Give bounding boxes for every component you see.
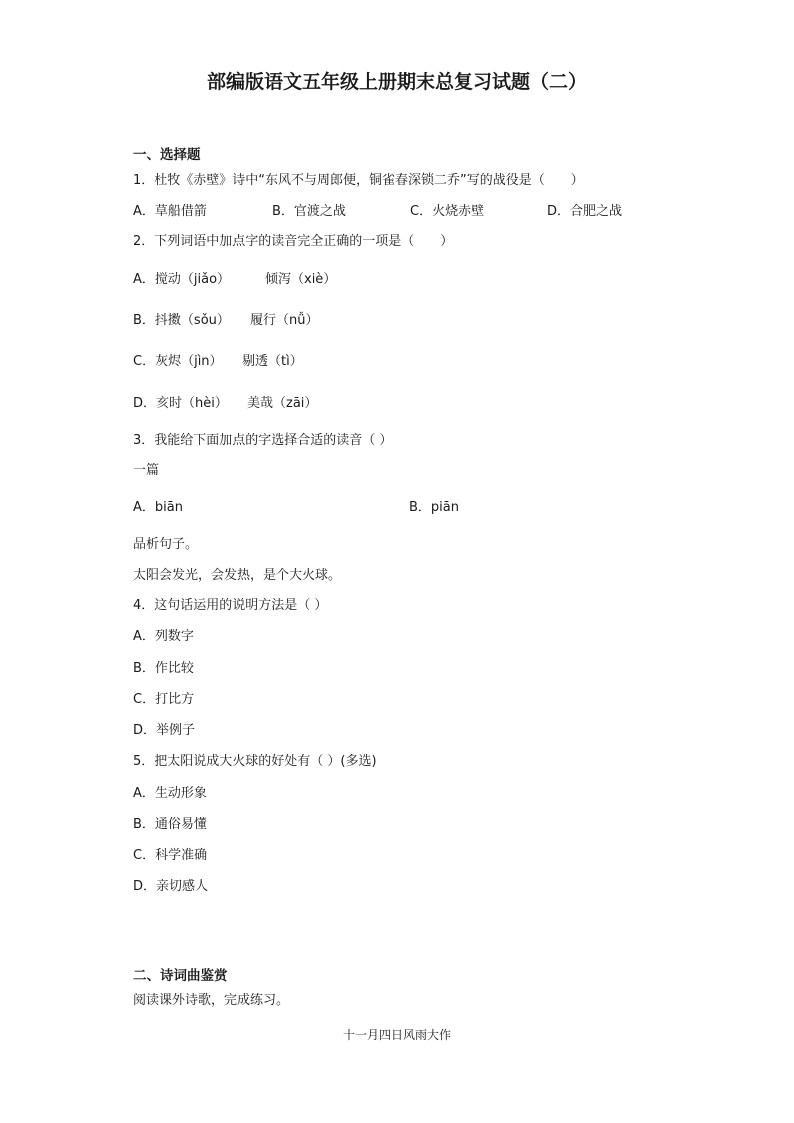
q2-option-d-word1: D．亥时（hèi） [133, 396, 228, 411]
q4-option-b: B．作比较 [133, 661, 194, 676]
q3-option-b: B．piān [409, 500, 459, 515]
question-5-stem: 5．把太阳说成大火球的好处有（ ）(多选) [133, 754, 377, 769]
q2-option-b-word1: B．抖擞（sǒu） [133, 313, 230, 328]
passage-sentence: 太阳会发光，会发热，是个大火球。 [133, 568, 342, 583]
q5-option-a: A．生动形象 [133, 786, 207, 801]
q1-option-d: D．合肥之战 [547, 204, 623, 219]
q1-option-b: B．官渡之战 [272, 204, 346, 219]
q2-option-a-word1: A．搅动（jiǎo） [133, 272, 231, 287]
q2-option-b-word2: 履行（nǚ） [250, 313, 319, 328]
page-footer: 十一月四日风雨大作 [342, 1028, 451, 1042]
question-4-stem: 4．这句话运用的说明方法是（ ） [133, 598, 328, 613]
q3-option-a: A．biān [133, 500, 183, 515]
q4-option-c: C．打比方 [133, 692, 195, 707]
page-title: 部编版语文五年级上册期末总复习试题（二） [206, 71, 587, 93]
q2-option-a-word2: 倾泻（xiè） [265, 272, 337, 287]
section-2-intro: 阅读课外诗歌，完成练习。 [133, 993, 290, 1008]
q2-option-d-word2: 美哉（zāi） [247, 396, 318, 411]
question-2-stem: 2．下列词语中加点字的读音完全正确的一项是（ ） [133, 234, 454, 249]
q4-option-a: A．列数字 [133, 629, 194, 644]
section-heading-poetry: 二、诗词曲鉴赏 [133, 968, 228, 984]
passage-intro: 品析句子。 [133, 537, 199, 552]
q4-option-d: D．举例子 [133, 723, 196, 738]
question-1-stem: 1．杜牧《赤壁》诗中“东风不与周郎便，铜雀春深锁二乔”写的战役是（ ） [133, 173, 584, 188]
question-3-stem: 3．我能给下面加点的字选择合适的读音（ ） [133, 433, 393, 448]
section-heading-choice: 一、选择题 [133, 147, 201, 163]
q2-option-c-word1: C．灰烬（jìn） [133, 354, 223, 369]
q1-option-a: A．草船借箭 [133, 204, 207, 219]
q5-option-b: B．通俗易懂 [133, 817, 207, 832]
q2-option-c-word2: 剔透（tì） [242, 354, 303, 369]
question-3-word: 一篇 [133, 463, 160, 478]
q1-option-c: C．火烧赤壁 [410, 204, 485, 219]
q5-option-c: C．科学准确 [133, 848, 208, 863]
q5-option-d: D．亲切感人 [133, 879, 209, 894]
